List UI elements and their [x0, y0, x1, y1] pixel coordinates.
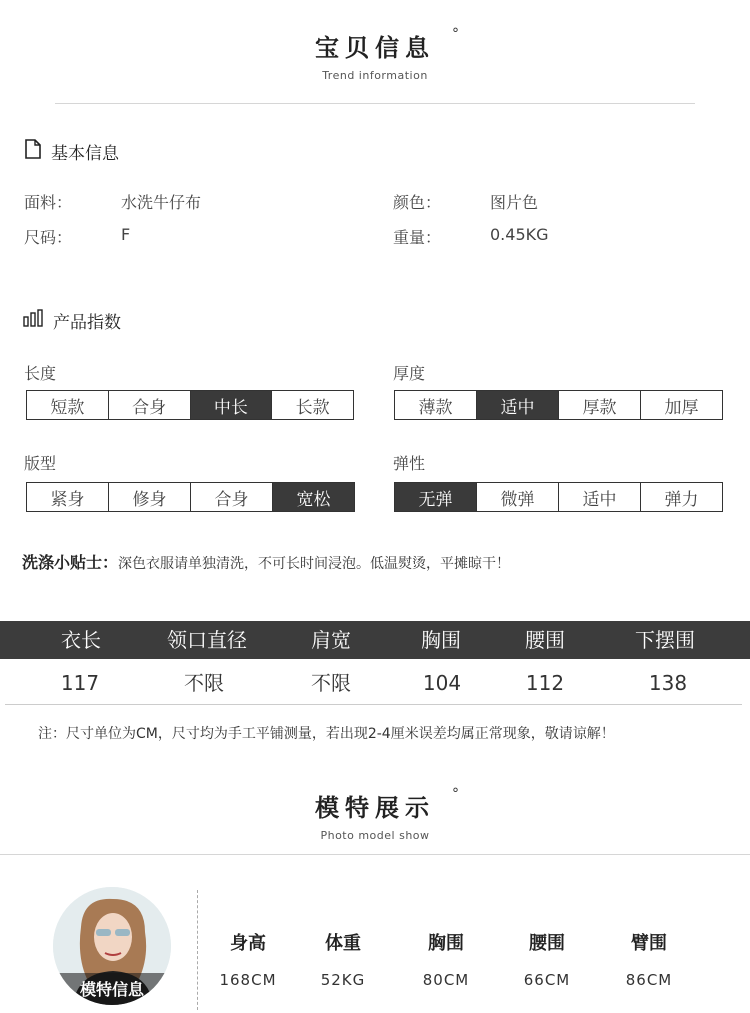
model-stat-value: 86CM: [625, 971, 673, 989]
product-info-header: [0, 28, 750, 82]
product-index-heading: [23, 308, 121, 333]
product-index-title: 产品指数: [53, 313, 121, 333]
elasticity-option: 微弹: [476, 483, 558, 511]
weight-value: 0.45KG: [490, 225, 549, 244]
elasticity-option: 弹力: [640, 483, 722, 511]
model-section-subtitle: Photo model show: [320, 829, 430, 842]
model-stat-label: 胸围: [428, 933, 464, 954]
size-col-header: 腰围: [525, 628, 565, 652]
wash-tips-text: 深色衣服请单独清洗，不可长时间浸泡。低温熨烫，平摊晾干！: [118, 556, 511, 572]
size-col-header: 下摆围: [635, 628, 695, 652]
length-option: 合身: [108, 391, 190, 419]
elasticity-option: 适中: [558, 483, 640, 511]
fit-option-selected: 宽松: [272, 483, 354, 511]
wash-tips-title: 洗涤小贴士：: [22, 553, 119, 572]
model-section-title: 模特展示: [315, 794, 435, 822]
basic-info-heading: [25, 139, 119, 164]
model-stat-value: 52KG: [320, 971, 366, 989]
divider: [0, 854, 750, 855]
wash-tips: [22, 550, 510, 573]
fit-scale: [26, 482, 355, 512]
model-stat-value: 66CM: [523, 971, 571, 989]
length-option: 短款: [50, 397, 85, 418]
thickness-option: 厚款: [558, 391, 640, 419]
model-stat-label: 腰围: [529, 933, 565, 954]
thickness-label: 厚度: [393, 364, 426, 383]
document-icon: [25, 139, 41, 164]
model-stat-label: 臂围: [631, 933, 667, 954]
model-stat: [599, 929, 699, 989]
model-stat-value: 168CM: [219, 971, 277, 989]
model-stat: [396, 929, 496, 989]
bar-chart-icon: [23, 309, 43, 332]
measurement-note: 注：尺寸单位为CM，尺寸均为手工平铺测量，若出现2-4厘米误差均属正常现象，敬请谅解！: [38, 726, 615, 742]
divider: [5, 704, 742, 705]
size-cell: 不限: [184, 671, 224, 695]
degree-mark: °: [452, 26, 459, 42]
size-col-header: 领口直径: [167, 628, 247, 652]
section-subtitle: Trend information: [322, 69, 428, 82]
length-scale: [26, 390, 354, 420]
fit-label: 版型: [24, 454, 57, 473]
fit-option: 紧身: [50, 489, 85, 510]
fabric-value: 水洗牛仔布: [121, 193, 202, 212]
size-cell: 104: [422, 671, 462, 695]
thickness-scale: [394, 390, 723, 420]
thickness-option: 加厚: [640, 391, 722, 419]
color-value: 图片色: [490, 193, 539, 212]
size-table-row: [0, 662, 750, 704]
length-label: 长度: [24, 364, 57, 383]
elasticity-scale: [394, 482, 723, 512]
length-option-selected: 中长: [190, 391, 272, 419]
avatar-caption: 模特信息: [79, 980, 144, 999]
model-stat-label: 身高: [230, 933, 266, 954]
size-table-header: [0, 621, 750, 659]
size-cell: 112: [525, 671, 565, 695]
thickness-option: 薄款: [418, 397, 453, 418]
size-cell: 不限: [311, 671, 351, 695]
fabric-label: 面料：: [24, 193, 73, 212]
color-label: 颜色：: [393, 193, 442, 212]
thickness-option-selected: 适中: [476, 391, 558, 419]
elasticity-label: 弹性: [393, 454, 426, 473]
model-avatar: [53, 887, 171, 1005]
model-stat-label: 体重: [325, 933, 361, 954]
size-value: F: [121, 225, 131, 244]
model-stat: [198, 929, 298, 989]
basic-info-title: 基本信息: [51, 144, 119, 164]
fit-option: 修身: [108, 483, 190, 511]
degree-mark: °: [452, 786, 459, 802]
model-header: [0, 788, 750, 842]
size-col-header: 胸围: [421, 628, 461, 652]
size-col-header: 衣长: [61, 628, 101, 652]
elasticity-option-selected: 无弹: [395, 483, 476, 511]
size-col-header: 肩宽: [311, 628, 351, 652]
size-label: 尺码：: [24, 228, 73, 247]
size-cell: 117: [60, 671, 100, 695]
model-stat-value: 80CM: [422, 971, 470, 989]
divider: [55, 103, 695, 104]
fit-option: 合身: [190, 483, 272, 511]
section-title: 宝贝信息: [315, 34, 435, 62]
weight-label: 重量：: [393, 228, 442, 247]
model-stat: [293, 929, 393, 989]
size-cell: 138: [648, 671, 688, 695]
length-option: 长款: [271, 391, 353, 419]
model-stat: [497, 929, 597, 989]
